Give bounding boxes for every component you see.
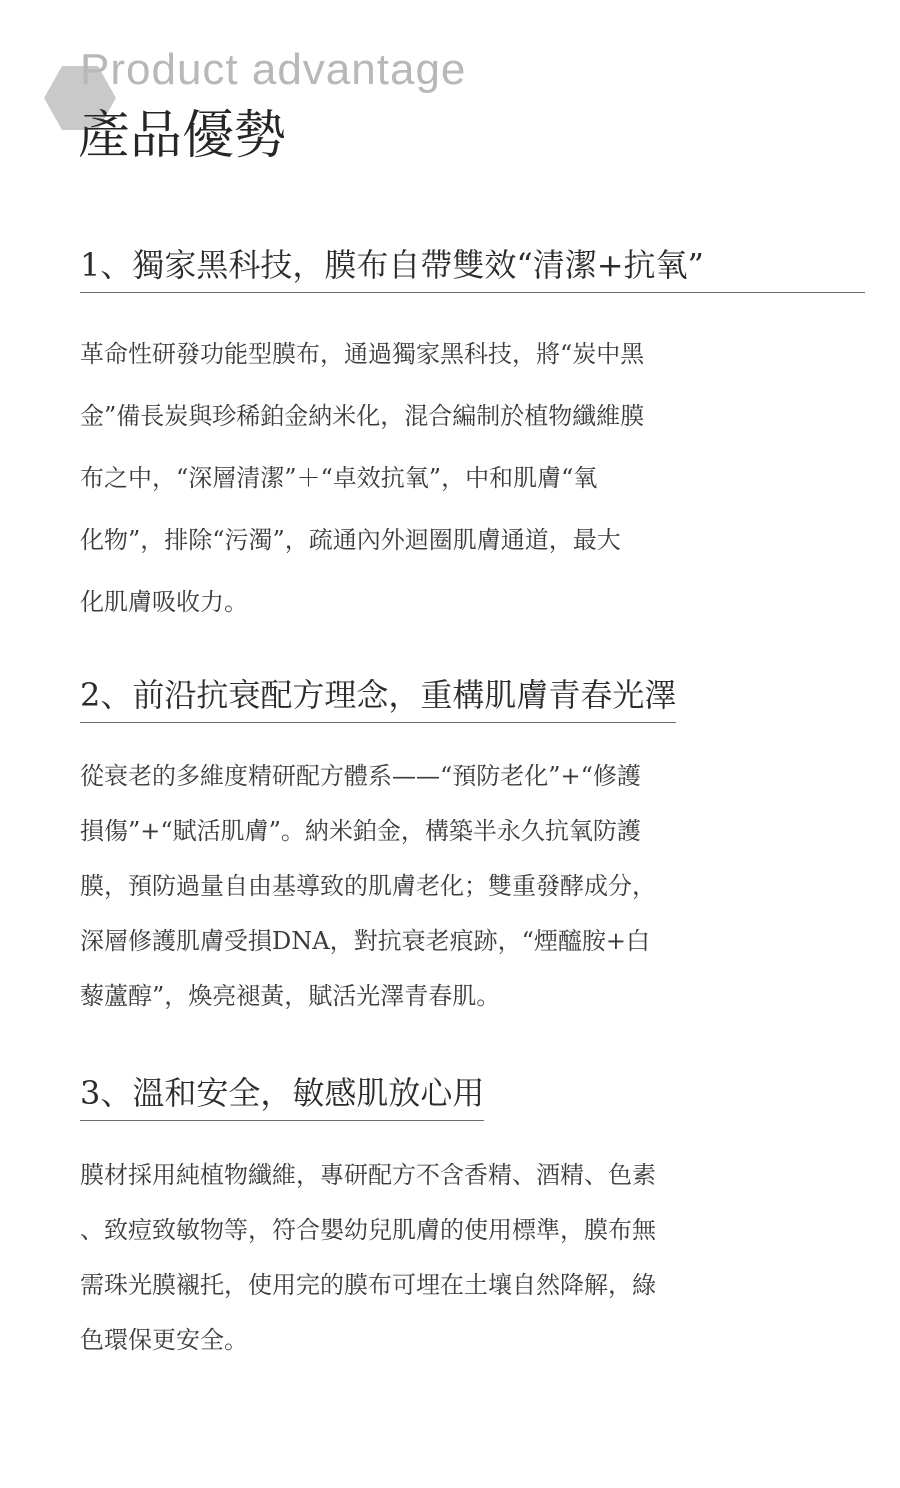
section-2-line: 損傷”+“賦活肌膚”。納米鉑金，構築半永久抗氧防護 <box>80 817 641 845</box>
section-1-line: 化物”，排除“污濁”，疏通內外迴圈肌膚通道，最大 <box>80 526 621 554</box>
section-1-line: 化肌膚吸收力。 <box>80 588 248 616</box>
section-3-body <box>80 1148 828 1368</box>
section-1-heading: 1、獨家黑科技，膜布自帶雙效“清潔+抗氧” <box>80 244 865 293</box>
section-2-body <box>80 749 828 1024</box>
section-2-heading: 2、前沿抗衰配方理念，重構肌膚青春光澤 <box>80 674 676 723</box>
section-3-line: 色環保更安全。 <box>80 1326 248 1354</box>
section-1-line: 布之中，“深層清潔”＋“卓效抗氧”，中和肌膚“氧 <box>80 464 598 492</box>
section-3-heading: 3、溫和安全，敏感肌放心用 <box>80 1072 484 1121</box>
page-title: 產品優勢 <box>78 106 287 166</box>
section-3-line: 、致痘致敏物等，符合嬰幼兒肌膚的使用標準，膜布無 <box>80 1216 656 1244</box>
section-2-line: 深層修護肌膚受損DNA，對抗衰老痕跡，“煙醯胺+白 <box>80 927 650 955</box>
section-3-line: 膜材採用純植物纖維，專研配方不含香精、酒精、色素 <box>80 1161 656 1189</box>
section-1-line: 革命性研發功能型膜布，通過獨家黑科技，將“炭中黑 <box>80 340 645 368</box>
title-english: Product advantage <box>80 45 467 94</box>
section-1-body <box>80 323 828 633</box>
section-2-line: 從衰老的多維度精研配方體系——“預防老化”+“修護 <box>80 762 641 790</box>
section-3-line: 需珠光膜襯托，使用完的膜布可埋在土壤自然降解，綠 <box>80 1271 656 1299</box>
section-1-line: 金”備長炭與珍稀鉑金納米化，混合編制於植物纖維膜 <box>80 402 645 430</box>
section-2-line: 藜蘆醇”，煥亮褪黃，賦活光澤青春肌。 <box>80 982 501 1010</box>
section-2-line: 膜，預防過量自由基導致的肌膚老化；雙重發酵成分， <box>80 872 656 900</box>
